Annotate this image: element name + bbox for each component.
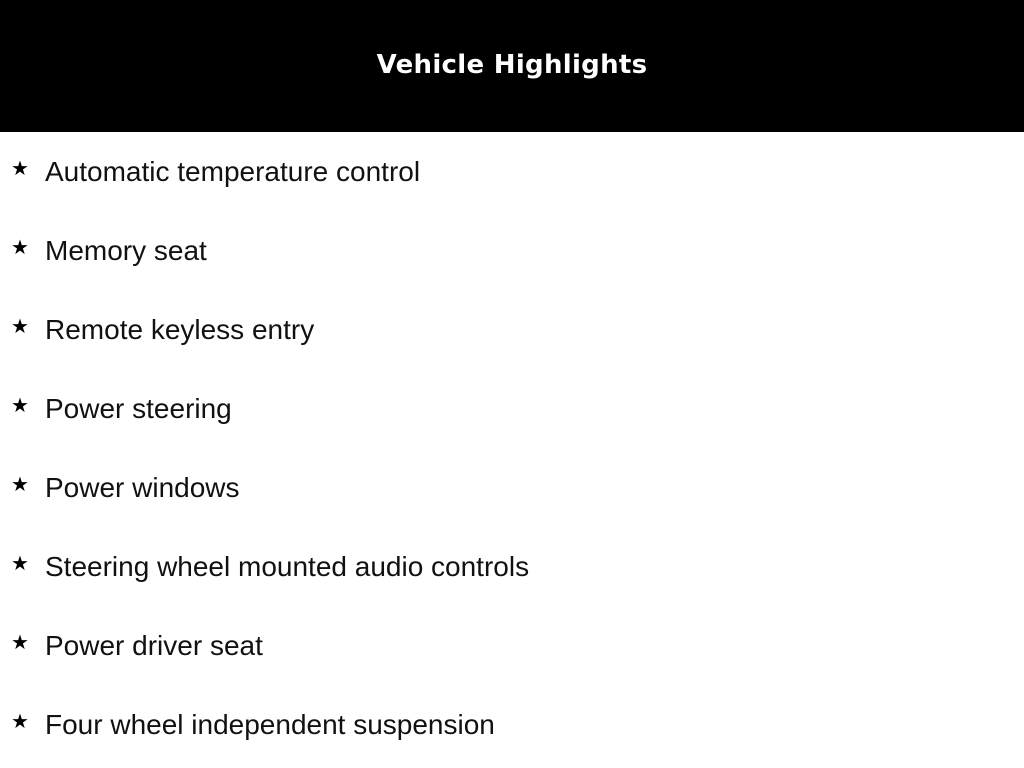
- list-item-label: Power driver seat: [45, 630, 263, 661]
- list-item-label: Power windows: [45, 472, 240, 503]
- star-icon: ★: [11, 709, 29, 733]
- list-item-label: Power steering: [45, 393, 232, 424]
- list-item-label: Remote keyless entry: [45, 314, 315, 345]
- star-icon: ★: [11, 314, 29, 338]
- list-item-label: Steering wheel mounted audio controls: [45, 551, 530, 582]
- list-item: [0, 211, 1024, 290]
- list-item-label: Memory seat: [45, 235, 207, 266]
- star-icon: ★: [11, 393, 29, 417]
- list-item: [0, 527, 1024, 606]
- list-item-label: Four wheel independent suspension: [45, 709, 495, 740]
- page-title: Vehicle Highlights: [376, 50, 648, 80]
- highlights-list: [0, 132, 1024, 764]
- list-item: [0, 369, 1024, 448]
- star-icon: ★: [11, 472, 29, 496]
- list-item: [0, 132, 1024, 211]
- list-item: [0, 448, 1024, 527]
- list-item-label: Automatic temperature control: [45, 156, 421, 187]
- star-icon: ★: [11, 630, 29, 654]
- list-item: [0, 290, 1024, 369]
- list-item: [0, 685, 1024, 764]
- header-bar: [0, 0, 1024, 132]
- list-item: [0, 606, 1024, 685]
- star-icon: ★: [11, 156, 29, 180]
- star-icon: ★: [11, 235, 29, 259]
- star-icon: ★: [11, 551, 29, 575]
